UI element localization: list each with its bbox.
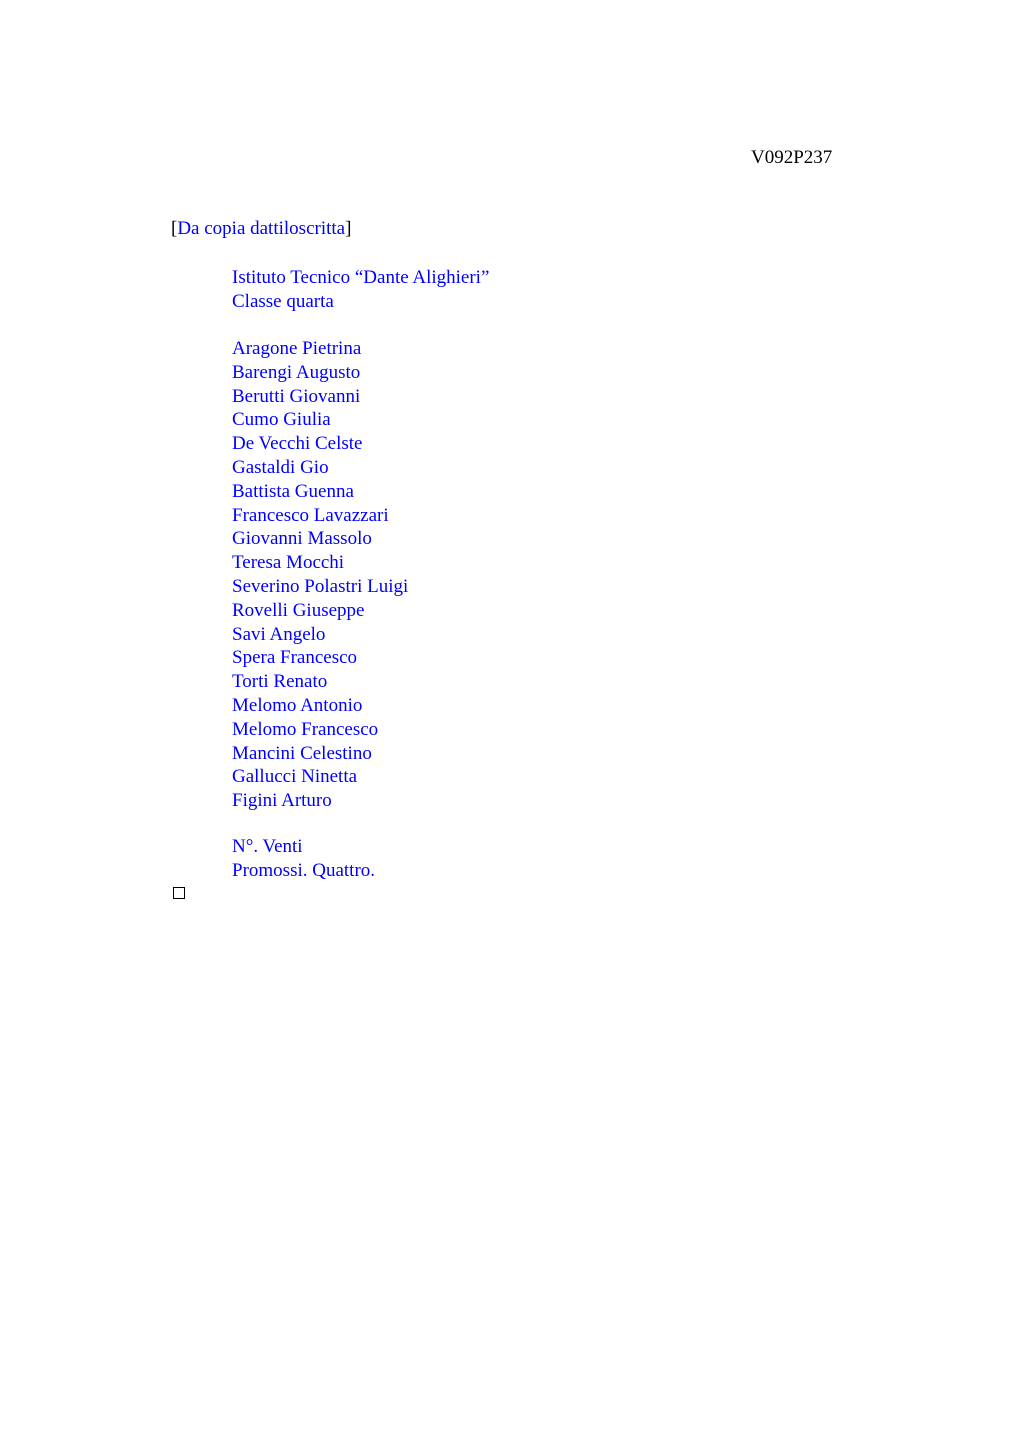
list-item: Teresa Mocchi [232, 552, 345, 574]
end-marker-icon [173, 887, 185, 899]
list-item: Severino Polastri Luigi [232, 575, 409, 597]
open-bracket: [ [171, 218, 178, 239]
student-count: N°. Venti [232, 836, 303, 857]
institute-name: Istituto Tecnico “Dante Alighieri” [232, 267, 490, 288]
promoted-count: Promossi. Quattro. [232, 859, 376, 881]
list-item: Melomo Antonio [232, 694, 363, 716]
header-block [232, 266, 489, 314]
list-item: Mancini Celestino [232, 742, 372, 764]
footer-block [232, 835, 375, 883]
source-note-text: Da copia dattiloscritta [177, 218, 346, 239]
student-list [232, 337, 408, 813]
list-item: Gastaldi Gio [232, 456, 329, 478]
list-item: Battista Guenna [232, 480, 354, 502]
class-name: Classe quarta [232, 290, 334, 312]
list-item: Melomo Francesco [232, 718, 379, 740]
list-item: Aragone Pietrina [232, 338, 362, 359]
list-item: Gallucci Ninetta [232, 766, 358, 788]
list-item: Francesco Lavazzari [232, 504, 389, 526]
list-item: De Vecchi Celste [232, 433, 363, 455]
list-item: Savi Angelo [232, 623, 326, 645]
list-item: Spera Francesco [232, 647, 358, 669]
list-item: Cumo Giulia [232, 409, 331, 431]
close-bracket: ] [345, 218, 352, 239]
list-item: Torti Renato [232, 671, 328, 693]
page-id: V092P237 [751, 147, 833, 168]
list-item: Berutti Giovanni [232, 385, 361, 407]
list-item: Rovelli Giuseppe [232, 599, 365, 621]
list-item: Barengi Augusto [232, 361, 361, 383]
list-item: Figini Arturo [232, 790, 332, 812]
source-note [171, 217, 351, 241]
list-item: Giovanni Massolo [232, 528, 372, 550]
